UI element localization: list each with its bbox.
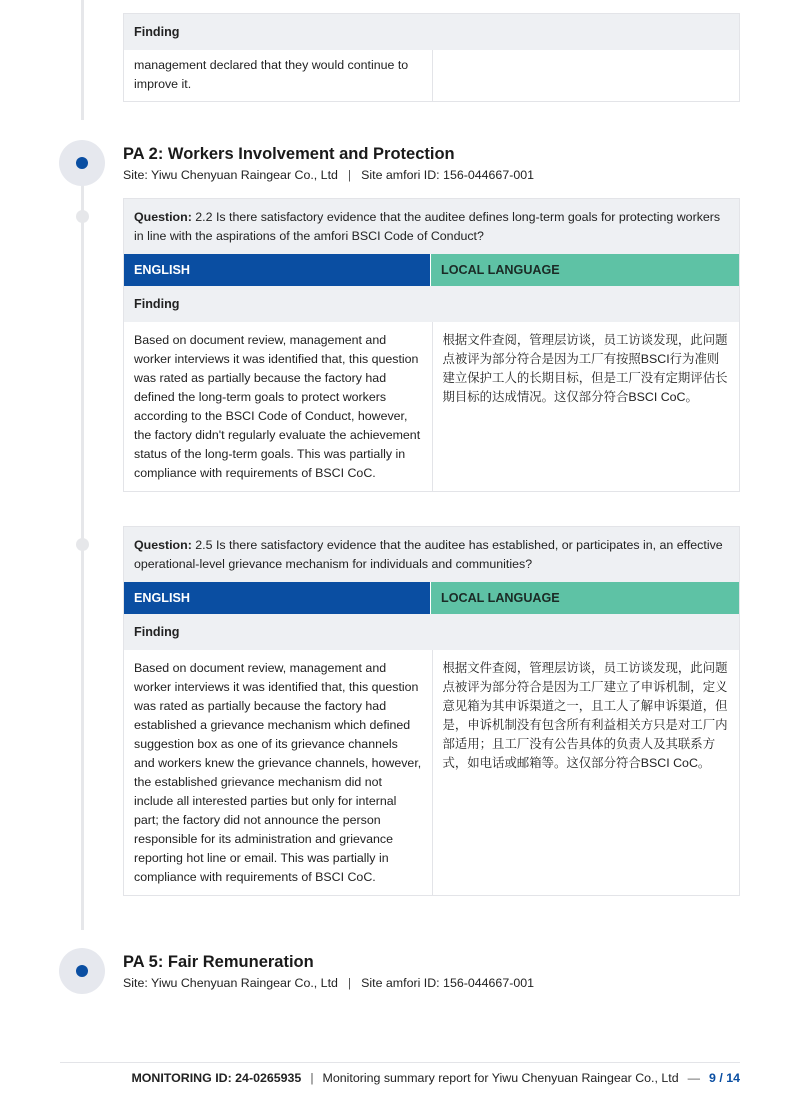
finding-english-text: Based on document review, management and worker interviews it was identified that, this question was rated as partially because the factory had established a grievance mechanism which defined suggestion box as one of its grievance channels and workers knew the grievance channels, however, the established grievance mechanism did not include all interested parties but only for internal part; the factory did not announce the person responsible for its administration and grievance reporting hot line or email. This was partially in compliance with requirements of BSCI CoC. bbox=[134, 661, 422, 884]
section-marker-icon bbox=[59, 140, 105, 186]
site-id: Site amfori ID: 156-044667-001 bbox=[361, 168, 535, 182]
question-body: 2.2 Is there satisfactory evidence that the auditee defines long-term goals for protecting workers in line with the aspirations of the amfori BSCI Code of Conduct? bbox=[134, 210, 721, 243]
column-header-english: ENGLISH bbox=[124, 254, 430, 286]
section-site-line bbox=[123, 168, 534, 182]
finding-label: Finding bbox=[124, 614, 739, 650]
section-title: PA 2: Workers Involvement and Protection bbox=[123, 145, 455, 163]
report-description: Monitoring summary report for Yiwu Chenyuan Raingear Co., Ltd bbox=[322, 1071, 679, 1085]
question-marker-icon bbox=[76, 538, 89, 551]
question-label: Question: bbox=[134, 538, 192, 552]
question-label: Question: bbox=[134, 210, 192, 224]
finding-local-text bbox=[432, 50, 739, 101]
question-text bbox=[124, 199, 739, 254]
timeline-line bbox=[81, 185, 84, 930]
finding-local-text: 根据文件查阅，管理层访谈，员工访谈发现，此问题点被评为部分符合是因为工厂建立了申诉机制，定义意见箱为其申诉渠道之一，且工人了解申诉渠道，但是，申诉机制没有包含所有利益相关方只是对工厂内部适用；且工厂没有公告具体的负责人及其联系方式，如电话或邮箱等。这仅部分符合BSCI CoC。 bbox=[432, 650, 740, 895]
section-marker-icon bbox=[59, 948, 105, 994]
question-text bbox=[124, 527, 739, 582]
separator: | bbox=[347, 976, 352, 990]
section-title: PA 5: Fair Remuneration bbox=[123, 953, 314, 971]
finding-label: Finding bbox=[124, 14, 739, 50]
finding-local-text: 根据文件查阅，管理层访谈，员工访谈发现，此问题点被评为部分符合是因为工厂有按照BSCI行为准则建立保护工人的长期目标，但是工厂没有定期评估长期目标的达成情况。这仅部分符合BSCI CoC。 bbox=[432, 322, 740, 491]
question-body: 2.5 Is there satisfactory evidence that the auditee has established, or participates in, an effective operational-level grievance mechanism for individuals and communities? bbox=[134, 538, 723, 571]
question-marker-icon bbox=[76, 210, 89, 223]
site-name: Site: Yiwu Chenyuan Raingear Co., Ltd bbox=[123, 168, 338, 182]
section-site-line bbox=[123, 976, 534, 990]
column-header-english: ENGLISH bbox=[124, 582, 430, 614]
site-name: Site: Yiwu Chenyuan Raingear Co., Ltd bbox=[123, 976, 338, 990]
page-footer bbox=[131, 1071, 740, 1085]
separator: | bbox=[310, 1071, 314, 1085]
column-header-local: LOCAL LANGUAGE bbox=[431, 582, 739, 614]
finding-english-text: management declared that they would continue to improve it. bbox=[134, 58, 409, 91]
monitoring-id: MONITORING ID: 24-0265935 bbox=[131, 1071, 302, 1085]
footer-divider bbox=[60, 1062, 740, 1063]
timeline-line bbox=[81, 0, 84, 120]
finding-english-text: Based on document review, management and worker interviews it was identified that, this question was rated as partially because the factory had defined the long-term goals to protect workers according to the BSCI Code of Conduct, however, the factory didn't regularly evaluate the achievement status of the long-term goals. This was partially in compliance with requirements of BSCI CoC. bbox=[134, 333, 421, 480]
finding-label: Finding bbox=[124, 286, 739, 322]
question-table bbox=[123, 198, 740, 492]
question-table bbox=[123, 526, 740, 896]
page-number: 9 / 14 bbox=[708, 1071, 740, 1085]
column-header-local: LOCAL LANGUAGE bbox=[431, 254, 739, 286]
site-id: Site amfori ID: 156-044667-001 bbox=[361, 976, 535, 990]
separator: | bbox=[347, 168, 352, 182]
finding-table-continued bbox=[123, 13, 740, 102]
dash: — bbox=[687, 1071, 700, 1085]
